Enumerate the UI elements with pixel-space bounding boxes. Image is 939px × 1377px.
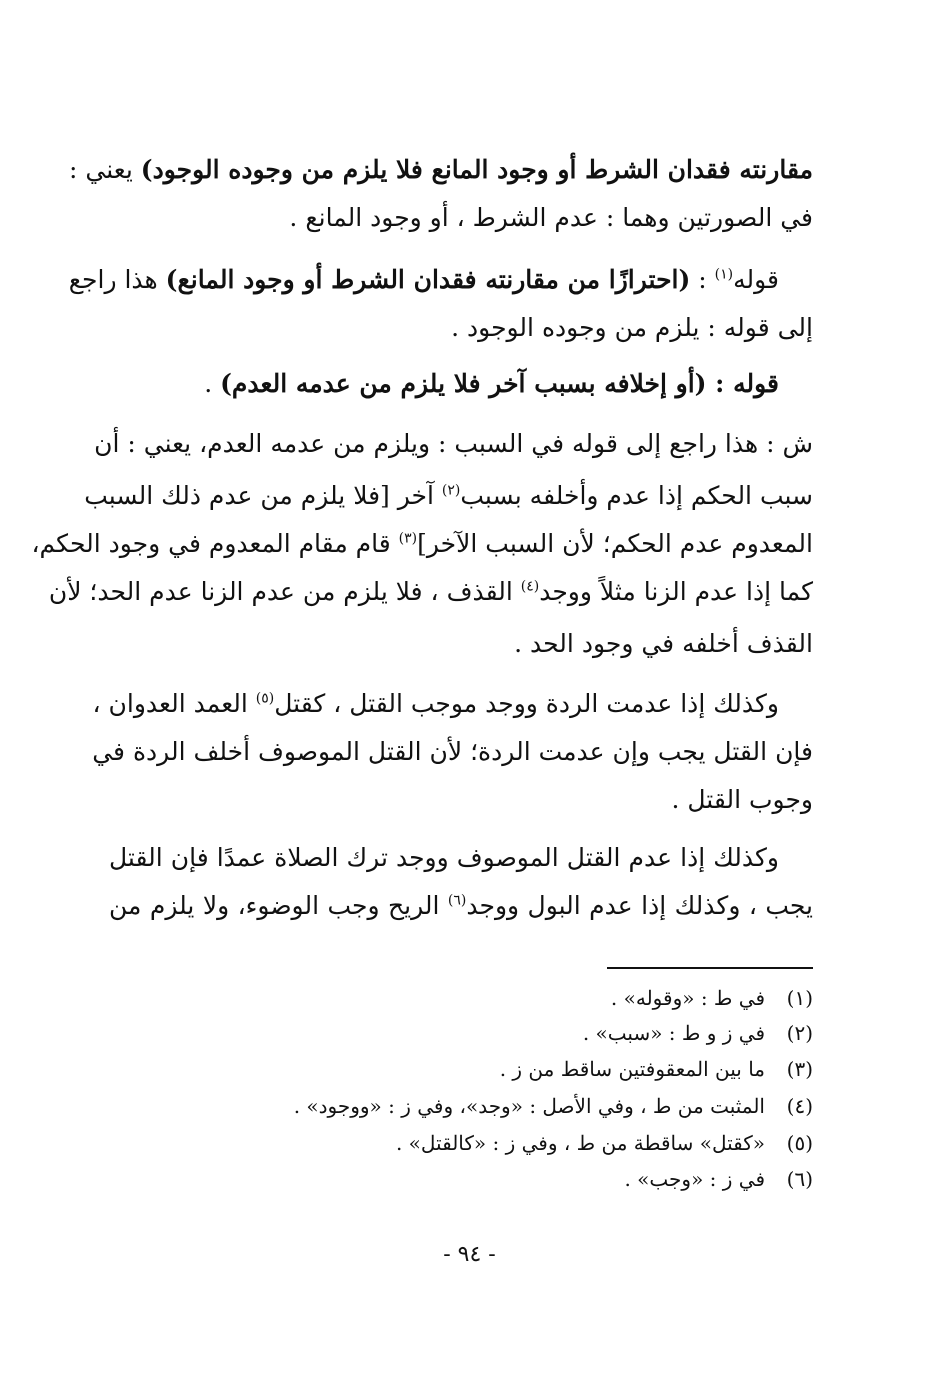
text-line: [84, 476, 813, 516]
footnote-text: «كقتل» ساقطة من ط ، وفي ز : «كالقتل» .: [395, 1131, 765, 1155]
text-run: القذف ، فلا يلزم من عدم الزنا عدم الحد؛ لأن: [48, 577, 521, 606]
text-run: الريح وجب الوضوء، ولا يلزم من: [109, 891, 448, 920]
footnote-divider: [607, 967, 813, 969]
quoted-text: (احترازًا من مقارنته فقدان الشرط أو وجود المانع): [165, 265, 691, 294]
footnote-text: في ز و ط : «سبب» .: [582, 1021, 765, 1045]
footnote-number: (٣): [786, 1057, 813, 1081]
footnote: [583, 1017, 813, 1049]
text-run: قوله: [733, 265, 779, 294]
footnote-text: ما بين المعقوفتين ساقط من ز .: [499, 1057, 765, 1081]
text-line: ش : هذا راجع إلى قوله في السبب : ويلزم من عدمه العدم، يعني : أن: [94, 429, 813, 458]
text-line: [92, 684, 813, 724]
text-run: العمد العدوان ،: [92, 689, 256, 718]
text-line: [109, 364, 813, 404]
text-run: وكذلك إذا عدمت الردة ووجد موجب القتل ، كقتل: [274, 689, 779, 718]
text-line: [48, 572, 813, 612]
footnote: [611, 982, 813, 1014]
text-run: قام مقام المعدوم في وجود الحكم،: [31, 529, 399, 558]
footnote-text: في ط : «وقوله» .: [610, 986, 765, 1010]
text-run: سبب الحكم إذا عدم وأخلفه بسبب: [460, 481, 813, 510]
footnote-ref[interactable]: (٥): [255, 690, 275, 707]
text-line: فإن القتل يجب وإن عدمت الردة؛ لأن القتل الموصوف أخلف الردة في: [92, 737, 813, 766]
text-run: هذا راجع: [68, 265, 166, 294]
text-run: كما إذا عدم الزنا مثلاً ووجد: [539, 577, 813, 606]
footnote-ref[interactable]: (٢): [441, 482, 461, 499]
text-line: [68, 260, 813, 300]
footnote-number: (٢): [786, 1021, 813, 1045]
text-run: .: [204, 369, 221, 398]
page-number: - ٩٤ -: [443, 1242, 496, 1267]
footnote-ref[interactable]: (٤): [520, 578, 540, 595]
footnote-text: المثبت من ط ، وفي الأصل : «وجد»، وفي ز : «ووجود» .: [293, 1094, 765, 1118]
footnote-text: في ز : «وجب» .: [624, 1167, 765, 1191]
footnote: [624, 1163, 813, 1195]
text-run: يعني :: [69, 155, 141, 184]
text-line: وكذلك إذا عدم القتل الموصوف ووجد ترك الصلاة عمدًا فإن القتل: [109, 843, 779, 872]
footnote-ref[interactable]: (٦): [447, 892, 467, 909]
footnote-number: (٦): [786, 1167, 813, 1191]
text-line: [69, 150, 813, 190]
text-run: آخر [فلا يلزم من عدم ذلك السبب: [84, 481, 442, 510]
text-run: يجب ، وكذلك إذا عدم البول ووجد: [466, 891, 813, 920]
footnote-number: (١): [786, 986, 813, 1010]
text-run: :: [690, 265, 715, 294]
text-line: وجوب القتل .: [671, 785, 813, 814]
footnote-number: (٥): [786, 1131, 813, 1155]
text-line: القذف أخلفه في وجود الحد .: [514, 629, 813, 658]
footnote: [396, 1127, 813, 1159]
footnote-ref[interactable]: (٣): [398, 530, 418, 547]
text-line: في الصورتين وهما : عدم الشرط ، أو وجود المانع .: [289, 203, 813, 232]
footnote-ref[interactable]: (١): [714, 266, 734, 283]
text-run: المعدوم عدم الحكم؛ لأن السبب الآخر]: [417, 529, 813, 558]
footnote: [500, 1053, 813, 1085]
quoted-text: مقارنته فقدان الشرط أو وجود المانع فلا يلزم من وجوده الوجود): [140, 155, 813, 184]
quoted-text: قوله : (أو إخلافه بسبب آخر فلا يلزم من عدمه العدم): [220, 369, 779, 398]
text-line: [31, 524, 813, 564]
text-line: إلى قوله : يلزم من وجوده الوجود .: [451, 313, 813, 342]
text-line: [109, 886, 813, 926]
footnote-number: (٤): [786, 1094, 813, 1118]
footnote: [294, 1090, 813, 1122]
